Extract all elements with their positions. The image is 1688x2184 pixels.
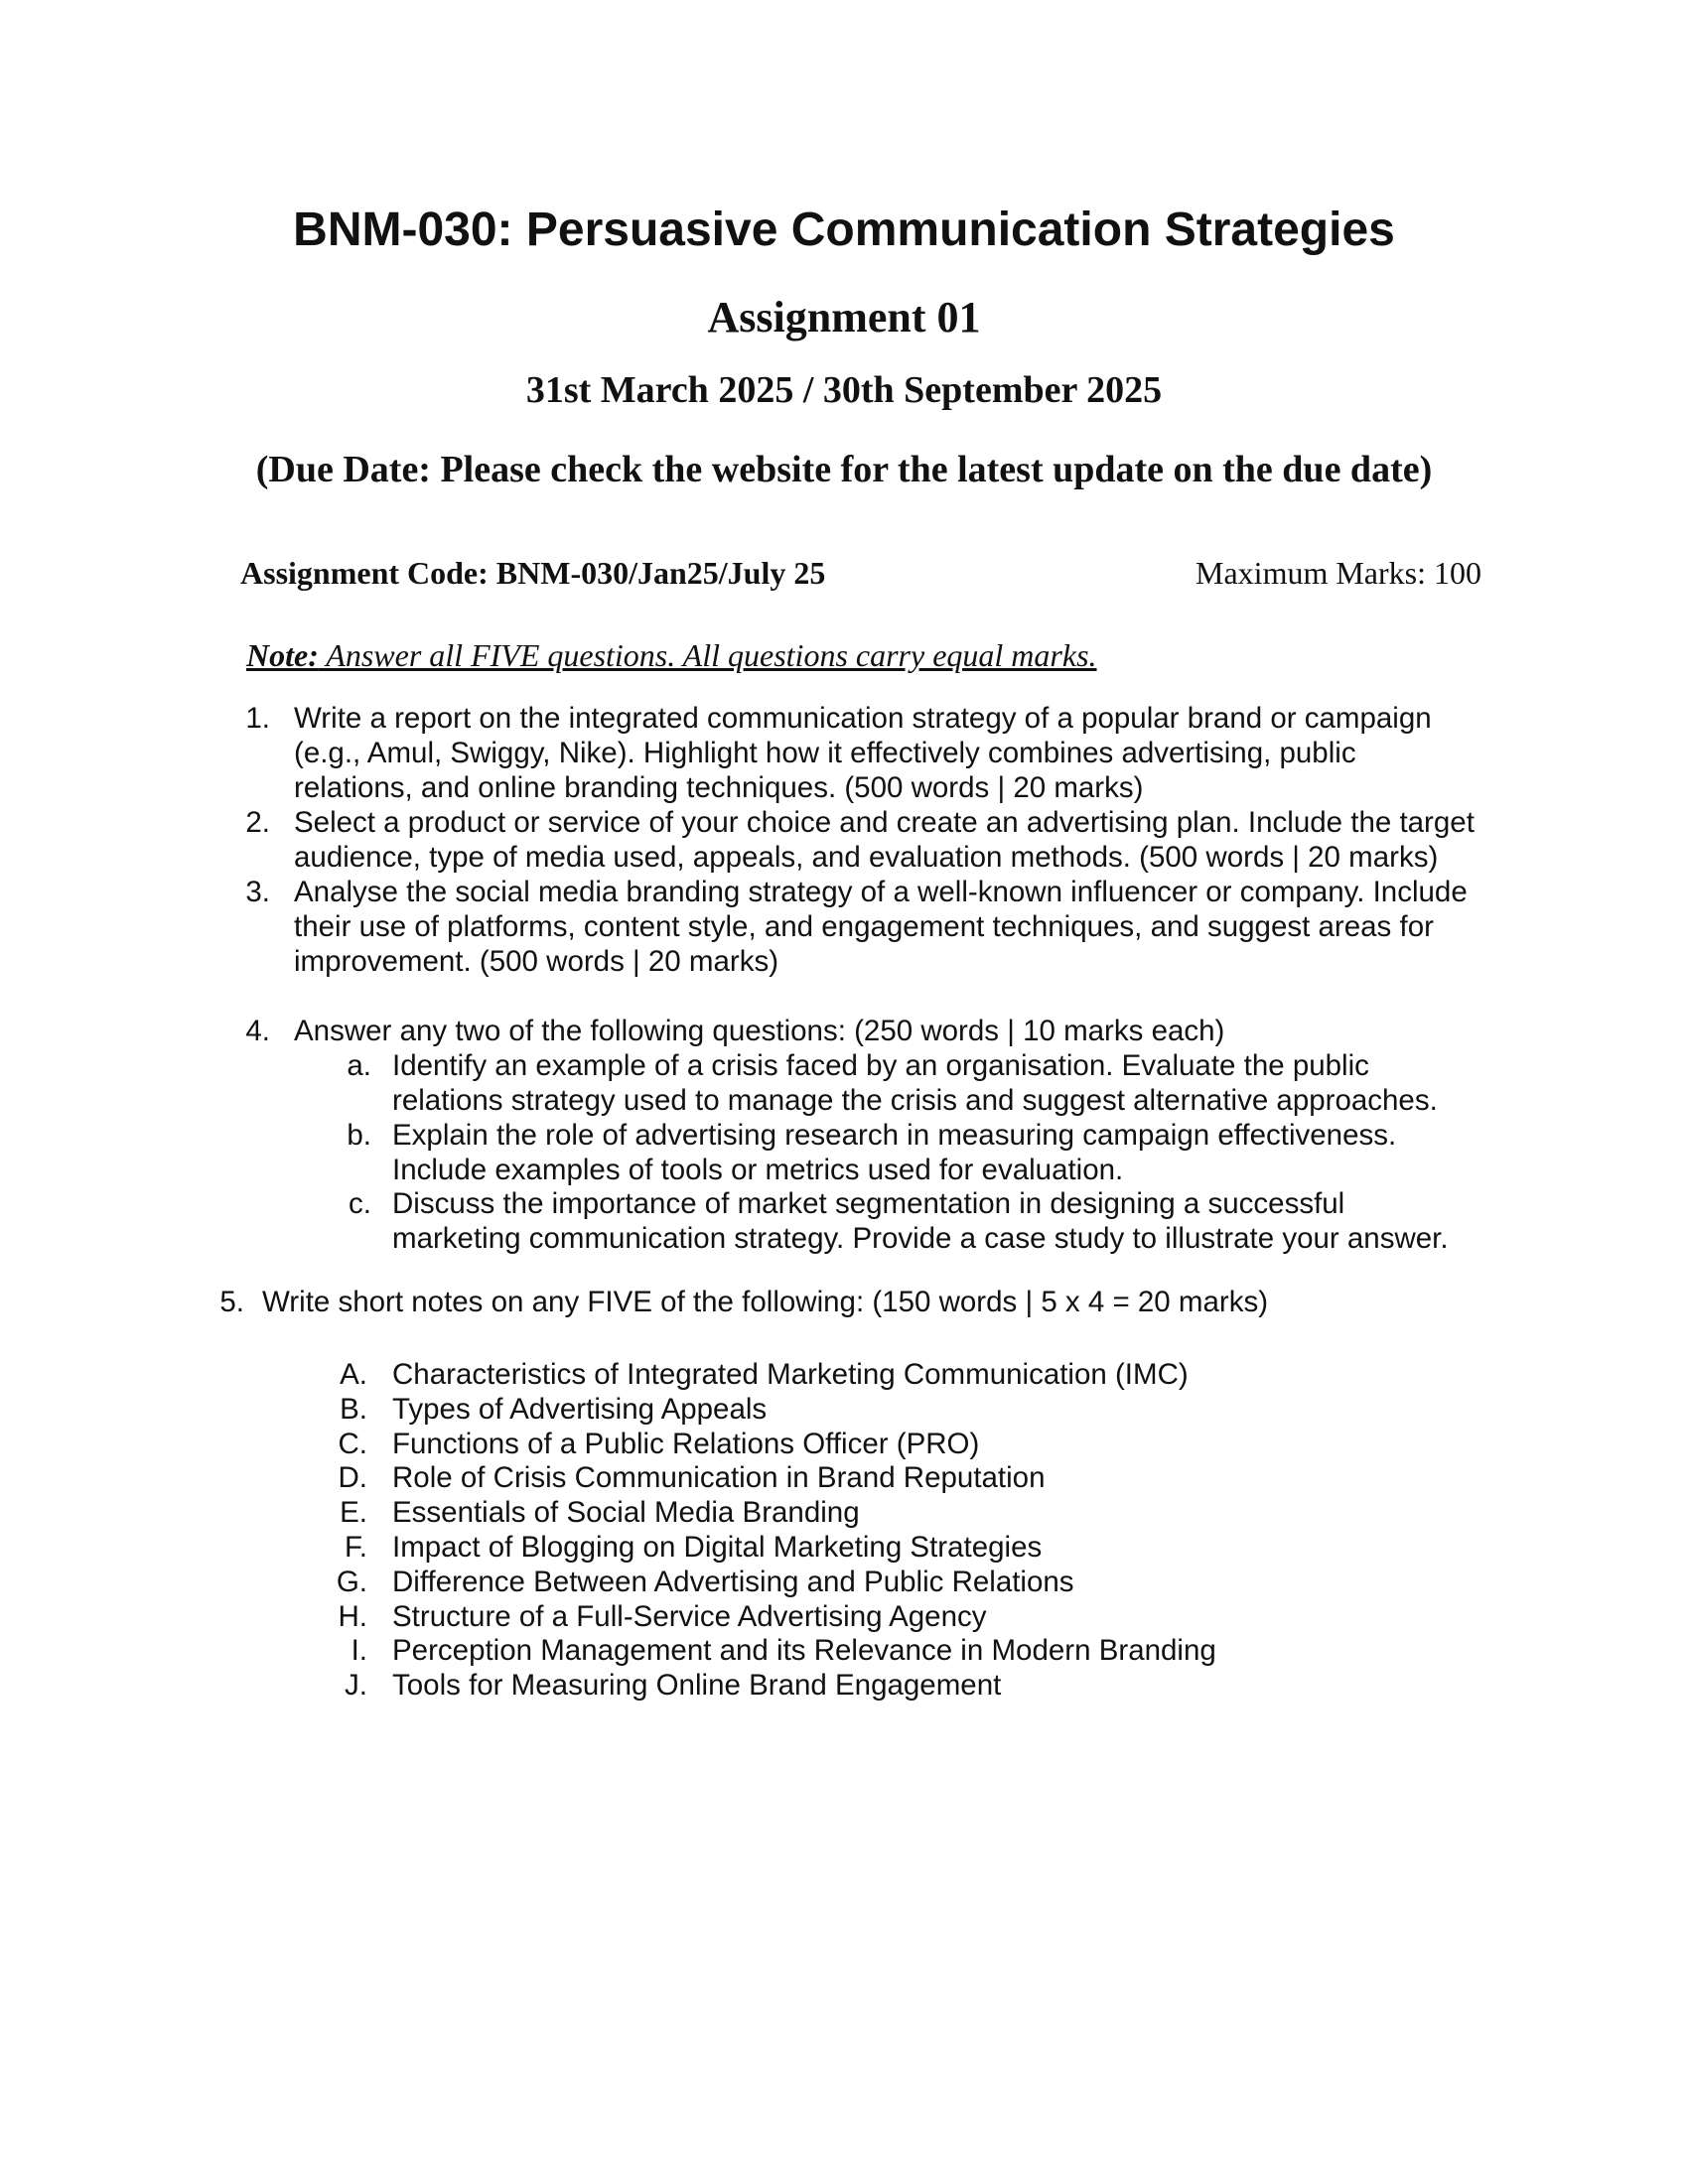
subquestion-marker: c. — [349, 1187, 371, 1220]
question-number: 5. — [219, 1286, 244, 1318]
question-line: marketing communication strategy. Provide a case study to illustrate your answer. — [392, 1221, 1449, 1255]
question-line: Write short notes on any FIVE of the following: (150 words | 5 x 4 = 20 marks) — [262, 1286, 1269, 1318]
question-line: audience, type of media used, appeals, and evaluation methods. (500 words | 20 marks) — [294, 840, 1439, 874]
subquestion-marker: b. — [347, 1119, 371, 1152]
maximum-marks: Maximum Marks: 100 — [1196, 555, 1481, 591]
item-marker: A. — [340, 1358, 367, 1391]
note-label: Note: — [246, 637, 319, 673]
note-text: Answer all FIVE questions. All questions carry equal marks. — [318, 637, 1097, 673]
subquestion-marker: a. — [347, 1049, 371, 1082]
question-intro — [262, 1286, 1268, 1320]
question-line: Write a report on the integrated communication strategy of a popular brand or campaign — [294, 702, 1432, 735]
subquestion-text — [392, 1187, 1449, 1257]
question-intro — [294, 1015, 1224, 1049]
instructions-note — [246, 633, 1097, 677]
page-title: BNM-030: Persuasive Communication Strategies — [293, 204, 1395, 256]
item-marker: H. — [338, 1599, 367, 1633]
question-line: Explain the role of advertising research in measuring campaign effectiveness. — [392, 1119, 1397, 1152]
question-text — [294, 876, 1468, 979]
item-text: Characteristics of Integrated Marketing Communication (IMC) — [392, 1358, 1189, 1391]
item-text: Types of Advertising Appeals — [392, 1392, 768, 1426]
question-line: their use of platforms, content style, and engagement techniques, and suggest areas for — [294, 909, 1434, 943]
question-line: Include examples of tools or metrics used for evaluation. — [392, 1153, 1124, 1186]
item-marker: D. — [338, 1461, 367, 1495]
item-marker: F. — [345, 1531, 367, 1564]
item-text: Role of Crisis Communication in Brand Reputation — [392, 1461, 1046, 1495]
subquestion-text — [392, 1119, 1396, 1188]
question-line: improvement. (500 words | 20 marks) — [294, 944, 779, 978]
question-number: 1. — [245, 702, 270, 735]
question-line: (e.g., Amul, Swiggy, Nike). Highlight how it effectively combines advertising, public — [294, 736, 1356, 769]
item-text: Tools for Measuring Online Brand Engagement — [392, 1669, 1002, 1703]
question-line: Discuss the importance of market segmentation in designing a successful — [392, 1187, 1345, 1220]
question-line: Answer any two of the following questions: (250 words | 10 marks each) — [294, 1015, 1225, 1047]
subquestion-text — [392, 1049, 1438, 1119]
session-dates: 31st March 2025 / 30th September 2025 — [525, 369, 1163, 411]
item-text: Difference Between Advertising and Public Relations — [392, 1565, 1074, 1598]
item-marker: B. — [340, 1392, 367, 1426]
item-marker: I. — [351, 1634, 367, 1668]
item-text: Perception Management and its Relevance in Modern Branding — [392, 1634, 1216, 1668]
assignment-code: Assignment Code: BNM-030/Jan25/July 25 — [240, 555, 826, 591]
item-text: Essentials of Social Media Branding — [392, 1496, 860, 1530]
item-text: Structure of a Full-Service Advertising Agency — [392, 1599, 987, 1633]
question-text — [294, 702, 1432, 805]
question-line: relations, and online branding techniques. (500 words | 20 marks) — [294, 770, 1144, 804]
question-line: Analyse the social media branding strategy of a well-known influencer or company. Include — [294, 876, 1468, 908]
item-text: Functions of a Public Relations Officer (PRO) — [392, 1427, 980, 1460]
due-date-notice: (Due Date: Please check the website for the latest update on the due date) — [255, 449, 1433, 490]
item-marker: E. — [340, 1496, 367, 1530]
question-line: relations strategy used to manage the crisis and suggest alternative approaches. — [392, 1083, 1438, 1117]
item-marker: G. — [336, 1565, 367, 1598]
question-line: Select a product or service of your choice and create an advertising plan. Include the target — [294, 806, 1475, 839]
item-marker: C. — [338, 1427, 367, 1460]
item-text: Impact of Blogging on Digital Marketing Strategies — [392, 1531, 1043, 1564]
question-number: 3. — [245, 876, 270, 908]
question-number: 2. — [245, 806, 270, 839]
assignment-number: Assignment 01 — [707, 293, 981, 341]
item-marker: J. — [345, 1669, 367, 1703]
question-text — [294, 806, 1475, 876]
question-number: 4. — [245, 1015, 270, 1047]
question-line: Identify an example of a crisis faced by an organisation. Evaluate the public — [392, 1049, 1369, 1082]
